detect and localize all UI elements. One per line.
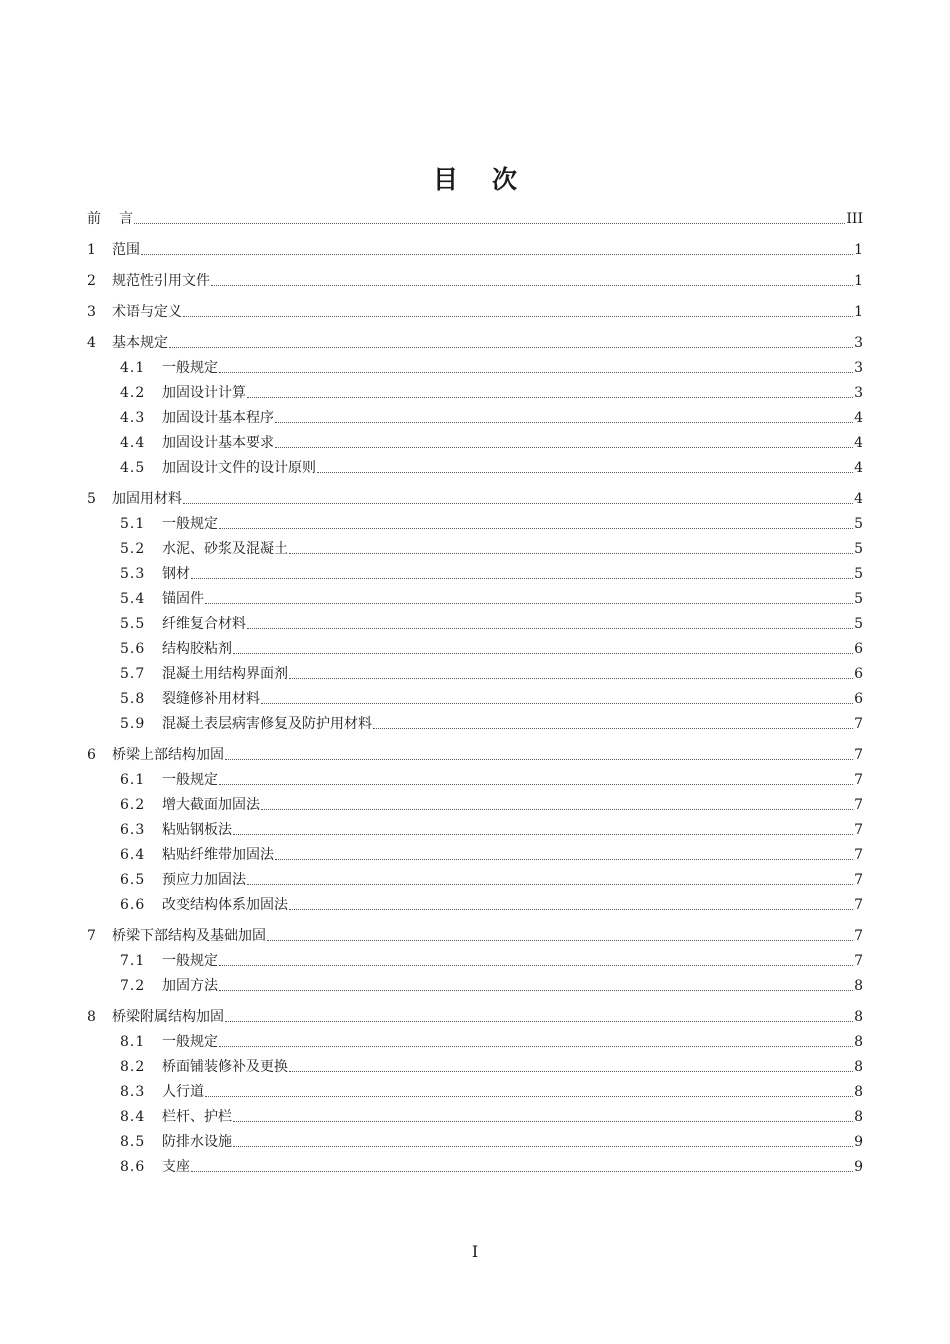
toc-entry-label: 裂缝修补用材料: [162, 691, 260, 707]
toc-entry[interactable]: [87, 770, 863, 790]
toc-entry-label: 桥梁附属结构加固: [112, 1009, 224, 1025]
toc-entry-page: 6: [854, 641, 863, 657]
preface-char-2: 言: [119, 211, 133, 227]
toc-entry[interactable]: [87, 514, 863, 534]
toc-entry-page: 1: [854, 242, 863, 258]
toc-entry-label: 基本规定: [112, 335, 168, 351]
toc-entry[interactable]: [87, 458, 863, 478]
dot-leader: [233, 833, 853, 835]
toc-entry-label: 一般规定: [162, 360, 218, 376]
toc-entry-label: 加固设计计算: [162, 385, 246, 401]
toc-entry-page: 8: [854, 1034, 863, 1050]
dot-leader: [211, 284, 853, 286]
dot-leader: [275, 858, 853, 860]
dot-leader: [183, 315, 853, 317]
toc-entry-number: 6.5: [120, 872, 146, 888]
toc-entry[interactable]: [87, 1132, 863, 1152]
toc-entry[interactable]: [87, 240, 863, 260]
toc-entry-label: 预应力加固法: [162, 872, 246, 888]
toc-entry-label: 加固设计基本要求: [162, 435, 274, 451]
dot-leader: [289, 677, 853, 679]
dot-leader: [289, 552, 853, 554]
dot-leader: [247, 883, 853, 885]
toc-entry[interactable]: [87, 870, 863, 890]
toc-entry[interactable]: [87, 714, 863, 734]
dot-leader: [169, 346, 853, 348]
toc-entry-label: 防排水设施: [162, 1134, 232, 1150]
toc-entry-page: 4: [854, 435, 863, 451]
toc-entry-page: 8: [854, 1009, 863, 1025]
dot-leader: [205, 602, 853, 604]
toc-entry-page: 7: [854, 747, 863, 763]
toc-entry[interactable]: [87, 614, 863, 634]
toc-entry-label: 加固方法: [162, 978, 218, 994]
dot-leader: [219, 964, 853, 966]
dot-leader: [373, 727, 853, 729]
toc-entry-page: 8: [854, 978, 863, 994]
toc-entry-number: 6.6: [120, 897, 146, 913]
toc-entry-page: 4: [854, 491, 863, 507]
page-title: [0, 160, 950, 196]
toc-entry-number: 7.1: [120, 953, 146, 969]
toc-entry-page: 1: [854, 304, 863, 320]
toc-entry-label: 桥梁上部结构加固: [112, 747, 224, 763]
dot-leader: [275, 446, 853, 448]
toc-entry-label: 范围: [112, 242, 140, 258]
toc-entry-number: 4.5: [120, 460, 146, 476]
toc-entry-label: 改变结构体系加固法: [162, 897, 288, 913]
toc-entry[interactable]: [87, 1032, 863, 1052]
toc-entry-number: 8: [87, 1009, 96, 1025]
toc-entry-number: 6.1: [120, 772, 146, 788]
toc-entry[interactable]: [87, 564, 863, 584]
dot-leader: [219, 783, 853, 785]
dot-leader: [317, 471, 853, 473]
toc-entry-page: III: [846, 211, 863, 227]
toc-entry[interactable]: [87, 489, 863, 509]
toc-entry-page: 5: [854, 516, 863, 532]
toc-entry[interactable]: [87, 820, 863, 840]
toc-entry-number: 6.3: [120, 822, 146, 838]
toc-entry-page: 7: [854, 953, 863, 969]
toc-entry[interactable]: [87, 745, 863, 765]
toc-entry[interactable]: [87, 1082, 863, 1102]
toc-entry-label: 加固用材料: [112, 491, 182, 507]
toc-entry-number: 2: [87, 273, 96, 289]
toc-entry-number: 5.1: [120, 516, 146, 532]
toc-entry[interactable]: [87, 358, 863, 378]
toc-entry[interactable]: [87, 271, 863, 291]
toc-entry-page: 6: [854, 666, 863, 682]
toc-entry-number: 4: [87, 335, 96, 351]
footer-page-number: I: [471, 1242, 479, 1261]
toc-entry-page: 9: [854, 1134, 863, 1150]
dot-leader: [183, 502, 853, 504]
toc-entry-label: 一般规定: [162, 953, 218, 969]
dot-leader: [219, 989, 853, 991]
toc-entry-number: 5.5: [120, 616, 146, 632]
toc-entry-page: 4: [854, 460, 863, 476]
dot-leader: [267, 939, 853, 941]
toc-entry-label: 桥梁下部结构及基础加固: [112, 928, 266, 944]
dot-leader: [233, 652, 853, 654]
toc-entry-number: 5: [87, 491, 96, 507]
dot-leader: [141, 253, 853, 255]
toc-entry-label: 锚固件: [162, 591, 204, 607]
toc-entry-number: 5.7: [120, 666, 146, 682]
toc-entry-number: 3: [87, 304, 96, 320]
toc-entry-number: 5.4: [120, 591, 146, 607]
toc-entry-page: 7: [854, 872, 863, 888]
toc-entry-page: 6: [854, 691, 863, 707]
toc-entry-page: 7: [854, 822, 863, 838]
toc-entry[interactable]: [87, 333, 863, 353]
table-of-contents: [87, 209, 863, 1177]
dot-leader: [247, 627, 853, 629]
toc-entry-label: 增大截面加固法: [162, 797, 260, 813]
toc-entry-number: 8.2: [120, 1059, 146, 1075]
dot-leader: [289, 908, 853, 910]
toc-entry-label: 栏杆、护栏: [162, 1109, 232, 1125]
toc-entry-page: 5: [854, 541, 863, 557]
toc-entry[interactable]: [87, 795, 863, 815]
toc-entry-label: 粘贴纤维带加固法: [162, 847, 274, 863]
toc-entry-number: 8.6: [120, 1159, 146, 1175]
dot-leader: [247, 396, 853, 398]
toc-entry[interactable]: [87, 1057, 863, 1077]
toc-entry-label: 混凝土用结构界面剂: [162, 666, 288, 682]
toc-entry-number: 7.2: [120, 978, 146, 994]
toc-entry-page: 7: [854, 716, 863, 732]
toc-entry-label: 混凝土表层病害修复及防护用材料: [162, 716, 372, 732]
toc-entry-number: 4.2: [120, 385, 146, 401]
toc-entry-page: 1: [854, 273, 863, 289]
toc-entry-number: 1: [87, 242, 96, 258]
dot-leader: [219, 1045, 853, 1047]
toc-entry-number: 5.3: [120, 566, 146, 582]
dot-leader: [261, 808, 853, 810]
toc-entry-preface[interactable]: [87, 209, 863, 229]
toc-entry-number: 8.5: [120, 1134, 146, 1150]
toc-entry-number: 8.3: [120, 1084, 146, 1100]
dot-leader: [191, 577, 853, 579]
toc-entry-number: 6: [87, 747, 96, 763]
toc-entry[interactable]: [87, 1157, 863, 1177]
toc-entry-label: 规范性引用文件: [112, 273, 210, 289]
toc-entry-number: 6.4: [120, 847, 146, 863]
toc-entry[interactable]: [87, 408, 863, 428]
toc-entry-page: 5: [854, 591, 863, 607]
toc-entry-label: 支座: [162, 1159, 190, 1175]
dot-leader: [233, 1145, 853, 1147]
toc-entry-number: 4.3: [120, 410, 146, 426]
toc-entry-label: 加固设计文件的设计原则: [162, 460, 316, 476]
toc-entry-label: 一般规定: [162, 516, 218, 532]
toc-entry-number: 5.9: [120, 716, 146, 732]
page-title-char-1: 目: [432, 165, 458, 194]
toc-entry[interactable]: [87, 383, 863, 403]
toc-entry-number: 8.1: [120, 1034, 146, 1050]
toc-entry-label: 钢材: [162, 566, 190, 582]
toc-entry[interactable]: [87, 951, 863, 971]
toc-entry-page: 7: [854, 847, 863, 863]
toc-entry-page: 7: [854, 928, 863, 944]
dot-leader: [289, 1070, 853, 1072]
toc-entry-label: 粘贴钢板法: [162, 822, 232, 838]
toc-entry-number: 7: [87, 928, 96, 944]
dot-leader: [134, 222, 845, 224]
dot-leader: [233, 1120, 853, 1122]
toc-entry[interactable]: [87, 1007, 863, 1027]
toc-entry-label: 术语与定义: [112, 304, 182, 320]
toc-entry-page: 3: [854, 385, 863, 401]
toc-entry[interactable]: [87, 976, 863, 996]
toc-entry[interactable]: [87, 845, 863, 865]
toc-entry[interactable]: [87, 895, 863, 915]
toc-entry[interactable]: [87, 589, 863, 609]
toc-entry-number: 5.2: [120, 541, 146, 557]
toc-entry-number: 6.2: [120, 797, 146, 813]
toc-entry-page: 8: [854, 1109, 863, 1125]
toc-entry[interactable]: [87, 926, 863, 946]
toc-entry-label: 纤维复合材料: [162, 616, 246, 632]
dot-leader: [261, 702, 853, 704]
toc-entry[interactable]: [87, 664, 863, 684]
preface-char-1: 前: [87, 211, 101, 227]
dot-leader: [225, 758, 853, 760]
toc-entry-number: 4.4: [120, 435, 146, 451]
toc-entry-label: 一般规定: [162, 772, 218, 788]
toc-entry-page: 3: [854, 360, 863, 376]
toc-entry-label: 水泥、砂浆及混凝土: [162, 541, 288, 557]
toc-entry[interactable]: [87, 433, 863, 453]
toc-entry[interactable]: [87, 539, 863, 559]
toc-entry-page: 8: [854, 1059, 863, 1075]
toc-entry[interactable]: [87, 302, 863, 322]
toc-entry-page: 8: [854, 1084, 863, 1100]
toc-entry-number: 8.4: [120, 1109, 146, 1125]
page-title-char-2: 次: [492, 165, 518, 194]
toc-entry-page: 9: [854, 1159, 863, 1175]
toc-entry-number: 5.8: [120, 691, 146, 707]
toc-entry-page: 7: [854, 772, 863, 788]
toc-entry-label: 一般规定: [162, 1034, 218, 1050]
toc-entry-label: 桥面铺装修补及更换: [162, 1059, 288, 1075]
toc-entry-page: 3: [854, 335, 863, 351]
dot-leader: [205, 1095, 853, 1097]
toc-entry-number: 5.6: [120, 641, 146, 657]
toc-entry[interactable]: [87, 1107, 863, 1127]
toc-entry-page: 7: [854, 897, 863, 913]
dot-leader: [219, 371, 853, 373]
dot-leader: [275, 421, 853, 423]
toc-entry-page: 5: [854, 566, 863, 582]
toc-entry-label: 结构胶粘剂: [162, 641, 232, 657]
dot-leader: [191, 1170, 853, 1172]
toc-entry-page: 4: [854, 410, 863, 426]
toc-entry[interactable]: [87, 639, 863, 659]
dot-leader: [219, 527, 853, 529]
toc-entry-label: 人行道: [162, 1084, 204, 1100]
toc-entry-label: 加固设计基本程序: [162, 410, 274, 426]
toc-entry-number: 4.1: [120, 360, 146, 376]
dot-leader: [225, 1020, 853, 1022]
toc-entry[interactable]: [87, 689, 863, 709]
toc-entry-page: 5: [854, 616, 863, 632]
toc-entry-page: 7: [854, 797, 863, 813]
toc-entry-label: [87, 209, 133, 229]
